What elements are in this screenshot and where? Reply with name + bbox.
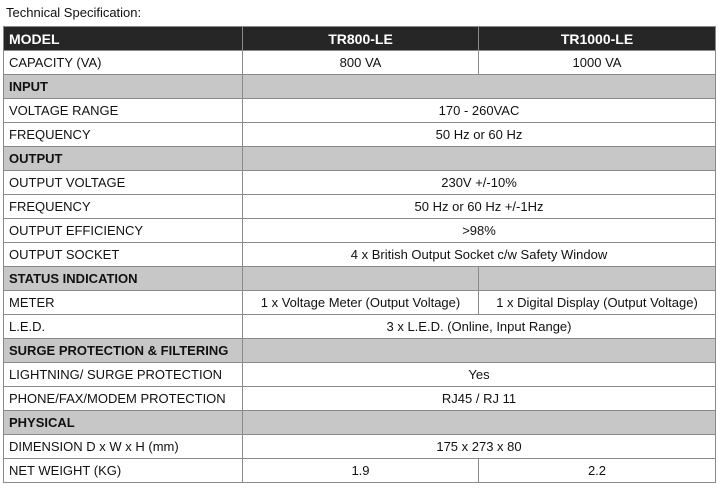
spec-table [3,26,716,483]
spec-row [4,459,716,483]
spec-value: 800 VA [243,51,479,75]
spec-label: OUTPUT VOLTAGE [4,171,243,195]
spec-label: OUTPUT EFFICIENCY [4,219,243,243]
spec-label: METER [4,291,243,315]
spec-value: 175 x 273 x 80 [243,435,716,459]
spec-value: 1.9 [243,459,479,483]
spec-row [4,315,716,339]
section-heading: OUTPUT [4,147,243,171]
model-header: MODEL [4,27,243,51]
spec-value: 1 x Voltage Meter (Output Voltage) [243,291,479,315]
spec-label: LIGHTNING/ SURGE PROTECTION [4,363,243,387]
section-cell [243,75,716,99]
spec-value: 230V +/-10% [243,171,716,195]
section-cell [479,267,716,291]
model-name: TR800-LE [243,27,479,51]
spec-row [4,51,716,75]
spec-value: 50 Hz or 60 Hz +/-1Hz [243,195,716,219]
section-heading: SURGE PROTECTION & FILTERING [4,339,243,363]
spec-value: 1000 VA [479,51,716,75]
spec-label: NET WEIGHT (KG) [4,459,243,483]
spec-row [4,195,716,219]
spec-row [4,171,716,195]
section-cell [243,411,716,435]
spec-row [4,243,716,267]
section-heading: STATUS INDICATION [4,267,243,291]
spec-value: 50 Hz or 60 Hz [243,123,716,147]
spec-row [4,291,716,315]
spec-row [4,219,716,243]
spec-body [4,51,716,483]
spec-value: 1 x Digital Display (Output Voltage) [479,291,716,315]
page-heading: Technical Specification: [6,5,142,20]
spec-value: 3 x L.E.D. (Online, Input Range) [243,315,716,339]
spec-row [4,435,716,459]
spec-value: 2.2 [479,459,716,483]
section-heading: PHYSICAL [4,411,243,435]
spec-value: Yes [243,363,716,387]
spec-value: 170 - 260VAC [243,99,716,123]
spec-label: CAPACITY (VA) [4,51,243,75]
section-row [4,267,716,291]
section-cell [243,267,479,291]
header-row [4,27,716,51]
spec-value: RJ45 / RJ 11 [243,387,716,411]
spec-value: 4 x British Output Socket c/w Safety Window [243,243,716,267]
spec-label: L.E.D. [4,315,243,339]
section-row [4,339,716,363]
spec-row [4,363,716,387]
spec-value: >98% [243,219,716,243]
model-name: TR1000-LE [479,27,716,51]
section-cell [243,339,716,363]
spec-label: FREQUENCY [4,195,243,219]
section-heading: INPUT [4,75,243,99]
spec-row [4,387,716,411]
section-cell [243,147,716,171]
section-row [4,147,716,171]
spec-label: DIMENSION D x W x H (mm) [4,435,243,459]
spec-label: FREQUENCY [4,123,243,147]
spec-row [4,99,716,123]
section-row [4,75,716,99]
spec-row [4,123,716,147]
spec-label: OUTPUT SOCKET [4,243,243,267]
section-row [4,411,716,435]
spec-label: VOLTAGE RANGE [4,99,243,123]
spec-label: PHONE/FAX/MODEM PROTECTION [4,387,243,411]
